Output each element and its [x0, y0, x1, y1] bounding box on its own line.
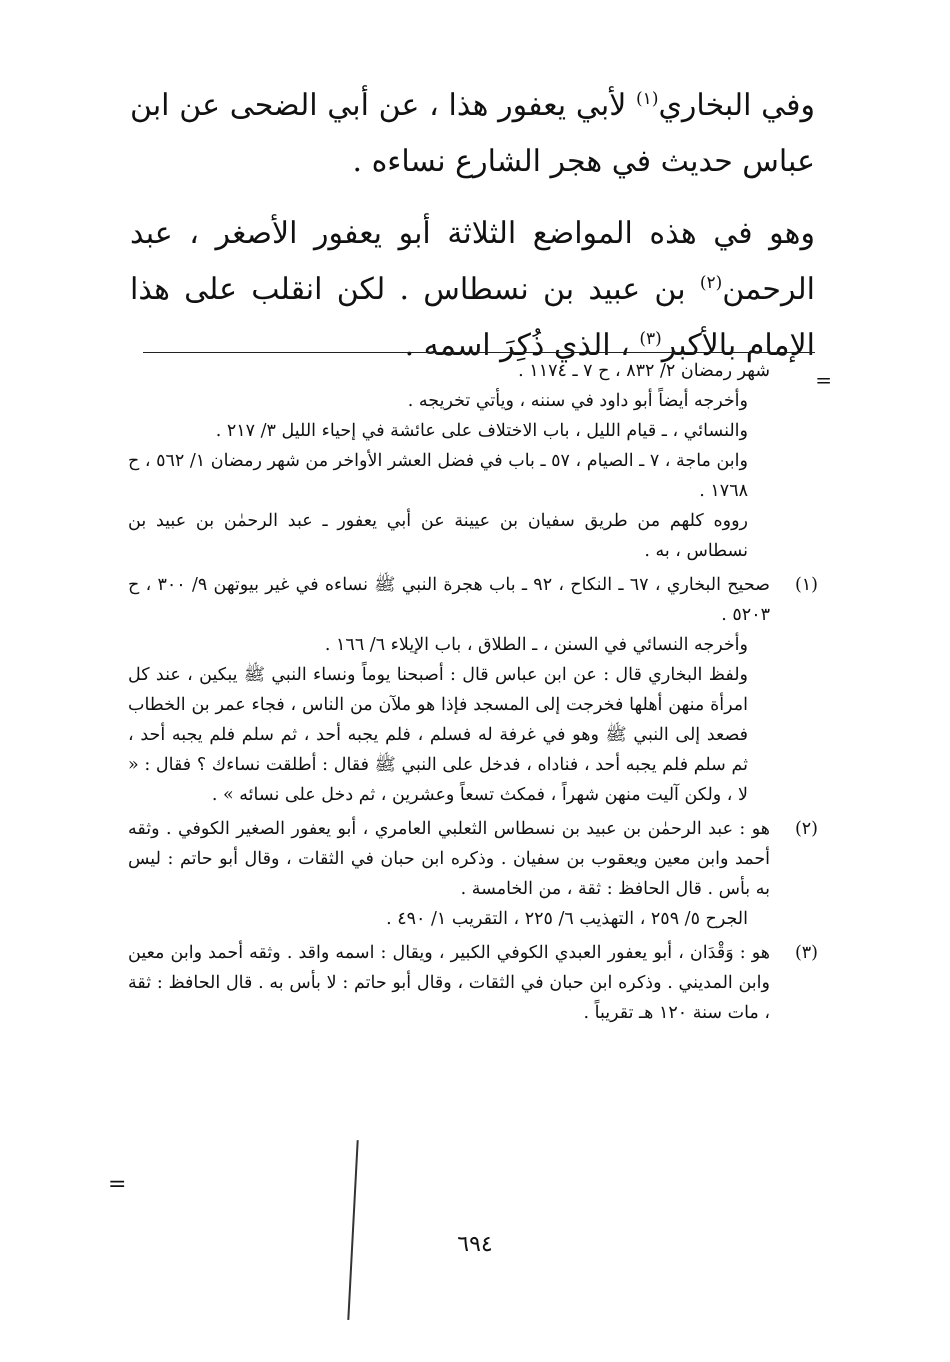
continuation-mark-top: =: [815, 368, 832, 392]
footnote-3: [128, 938, 818, 1028]
main-paragraph-1: [130, 78, 815, 190]
continuation-mark-bottom: =: [108, 1172, 125, 1197]
footnote-1-mark: (١): [794, 575, 818, 595]
footnote-continuation: [128, 356, 818, 566]
main-paragraph-2: [130, 206, 815, 374]
footnote-3-line: هو : وَقْدَان ، أبو يعفور العبدي الكوفي الكبير ، ويقال : اسمه واقد . وثقه أحمد وابن معين وابن المديني . وذكره ابن حبان في الثقات ، وقال أبو حاتم : لا بأس به . قال الحافظ : ثقة ، مات سنة ١٢٠ هـ تقريباً .: [128, 943, 770, 1023]
p2-text-part3: ، الذي ذُكِرَ اسمه .: [404, 328, 640, 363]
continuation-line: وأخرجه أيضاً أبو داود في سننه ، ويأتي تخريجه .: [407, 391, 748, 411]
footnote-1-line: وأخرجه النسائي في السنن ، ـ الطلاق ، باب الإيلاء ٦/ ١٦٦ .: [324, 635, 748, 655]
footnote-3-mark: (٣): [794, 943, 818, 963]
footnote-1-line: ولفظ البخاري قال : عن ابن عباس قال : أصبحنا يوماً ونساء النبي ﷺ يبكين ، عند كل امرأة منهن أهلها فخرجت إلى المسجد فإذا هو ملآن من الناس ، فجاء عمر بن الخطاب فصعد إلى النبي ﷺ وهو في غرفة له فسلم ، فلم يجبه أحد ، ثم سلم فلم يجبه أحد ، ثم سلم فلم يجبه أحد ، فناداه ، فدخل على النبي ﷺ فقال : أطلقت نساءك ؟ فقال : « لا ، ولكن آليت منهن شهراً ، فمكث تسعاً وعشرين ، ثم دخل على نسائه » .: [128, 665, 748, 805]
p1-text-end: لأبي يعفور هذا ، عن أبي الضحى عن ابن عباس حديث في هجر الشارع نساءه .: [130, 88, 815, 179]
footnote-1: [128, 570, 818, 810]
p2-text-part2: بن عبيد بن نسطاس . لكن انقلب على هذا الإمام بالأكبر: [130, 272, 815, 363]
footnote-ref-2[interactable]: (٢): [699, 273, 723, 293]
footnote-1-line: صحيح البخاري ، ٦٧ ـ النكاح ، ٩٢ ـ باب هجرة النبي ﷺ نساءه في غير بيوتهن ٩/ ٣٠٠ ، ح ٥٢٠٣ .: [128, 575, 770, 625]
footnote-2-line: الجرح ٥/ ٢٥٩ ، التهذيب ٦/ ٢٢٥ ، التقريب ١/ ٤٩٠ .: [386, 909, 748, 929]
page-number: ٦٩٤: [457, 1232, 493, 1257]
footnote-2: [128, 814, 818, 934]
footnotes-area: [128, 356, 818, 1028]
continuation-line: شهر رمضان ٢/ ٨٣٢ ، ح ٧ ـ ١١٧٤ .: [518, 361, 770, 381]
footnote-separator: [143, 352, 815, 353]
continuation-line: والنسائي ، ـ قيام الليل ، باب الاختلاف على عائشة في إحياء الليل ٣/ ٢١٧ .: [215, 421, 748, 441]
footnote-2-line: هو : عبد الرحمٰن بن عبيد بن نسطاس الثعلبي العامري ، أبو يعفور الصغير الكوفي . وثقه أحمد وابن معين ويعقوب بن سفيان . وذكره ابن حبان في الثقات ، وقال أبو حاتم : ليس به بأس . قال الحافظ : ثقة ، من الخامسة .: [128, 819, 770, 899]
scan-artifact-line: [347, 1140, 358, 1320]
p2-text-part1: وهو في هذه المواضع الثلاثة أبو يعفور الأصغر ، عبد الرحمن: [130, 216, 815, 307]
footnote-ref-3[interactable]: (٣): [639, 329, 662, 349]
footnote-2-mark: (٢): [794, 819, 818, 839]
continuation-line: رووه كلهم من طريق سفيان بن عيينة عن أبي يعفور ـ عبد الرحمٰن بن عبيد بن نسطاس ، به .: [128, 511, 748, 561]
footnote-ref-1[interactable]: (١): [636, 89, 659, 109]
continuation-line: وابن ماجة ، ٧ ـ الصيام ، ٥٧ ـ باب في فضل العشر الأواخر من شهر رمضان ١/ ٥٦٢ ، ح ١٧٦٨ .: [128, 451, 748, 501]
p1-text-start: وفي البخاري: [658, 88, 816, 123]
